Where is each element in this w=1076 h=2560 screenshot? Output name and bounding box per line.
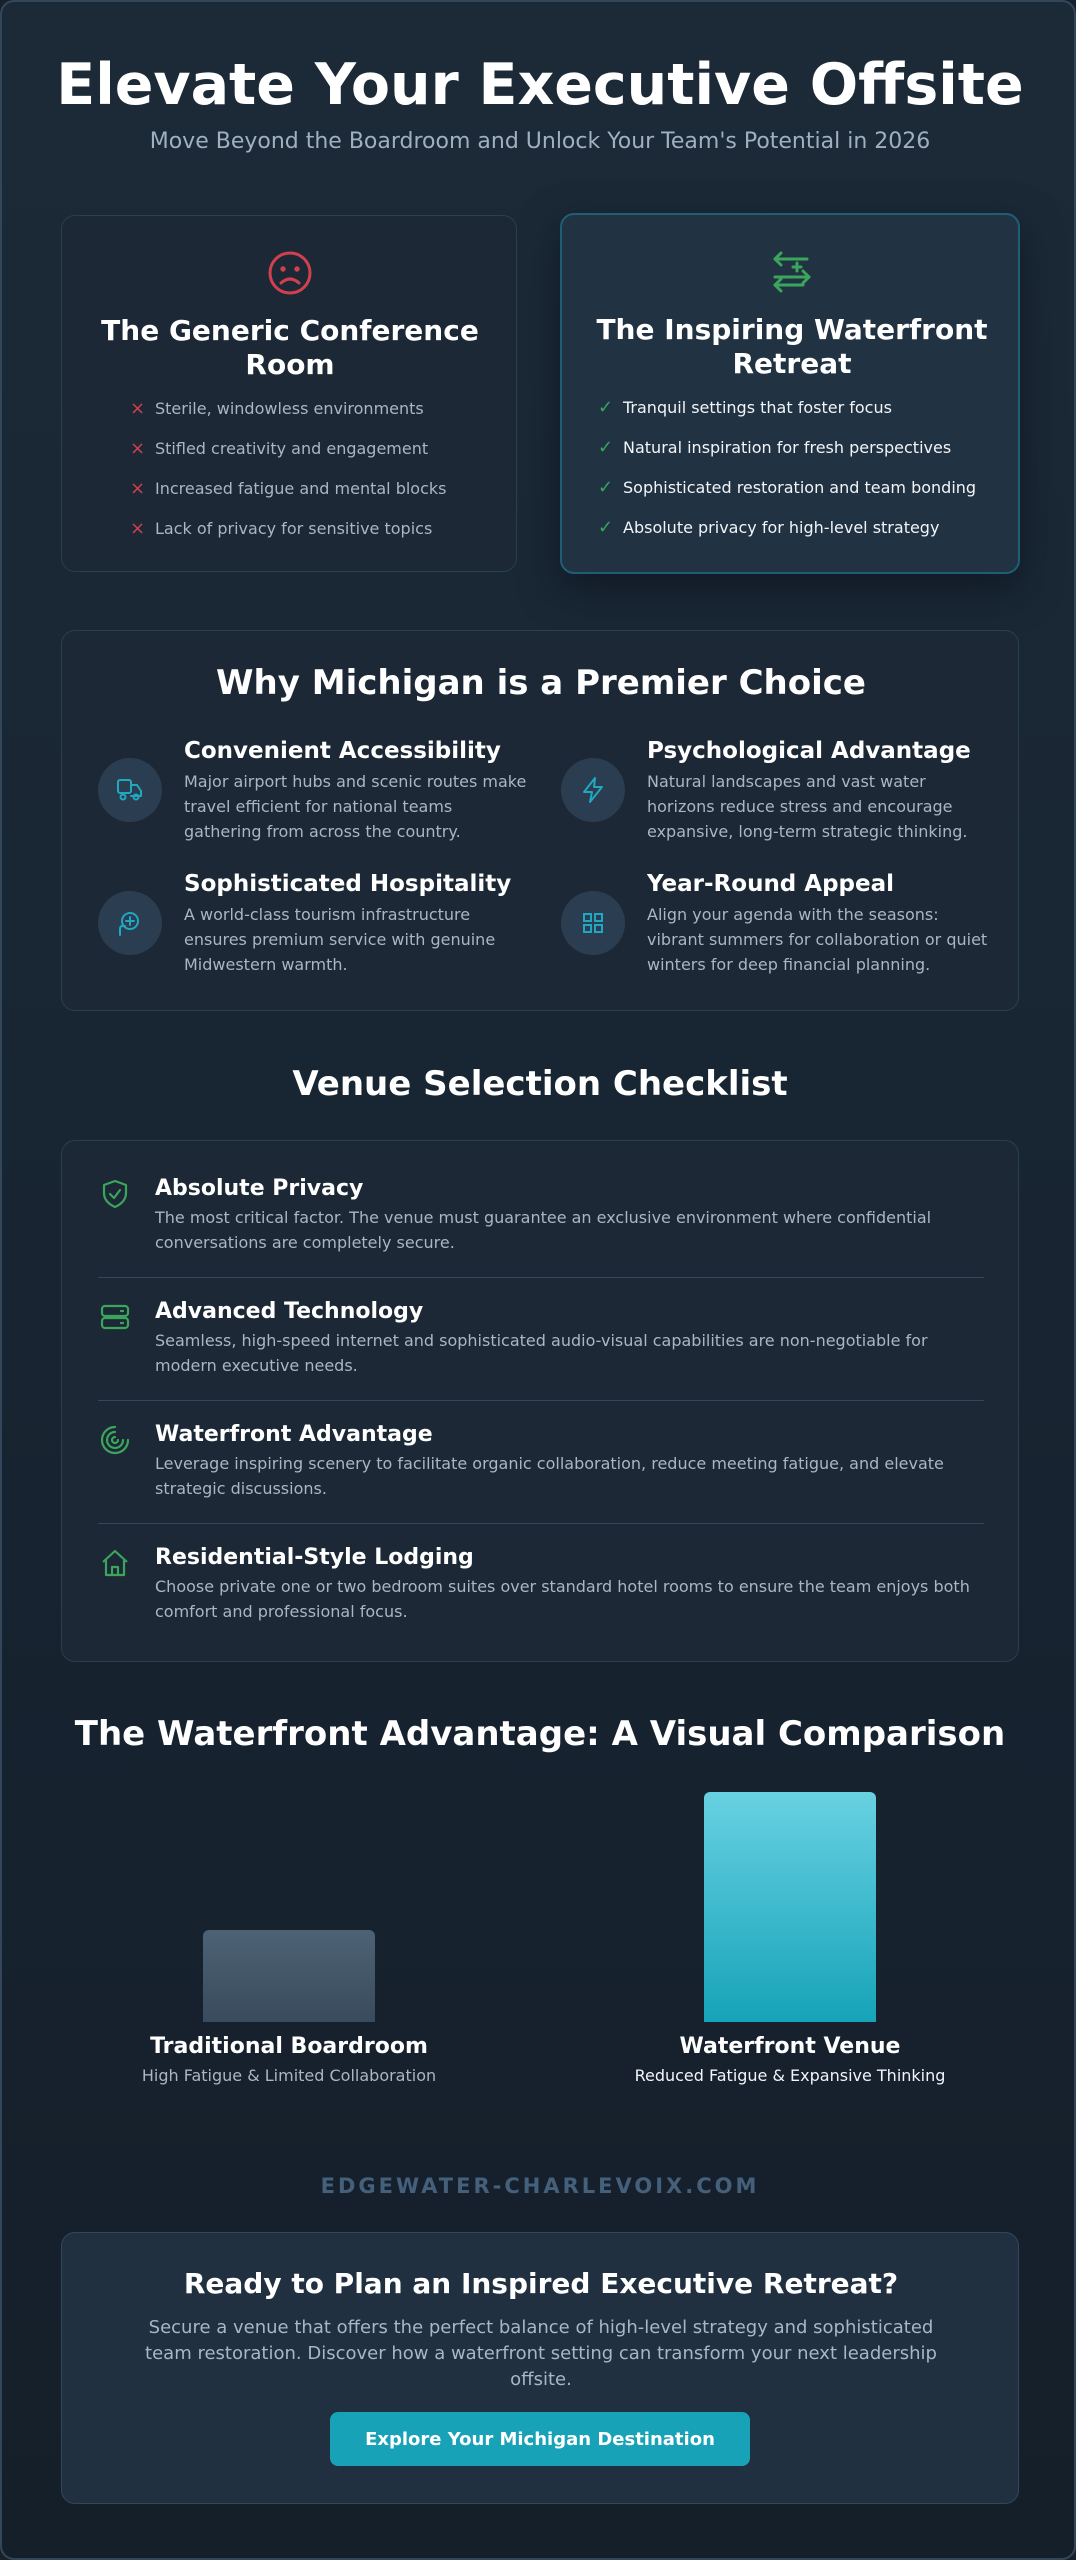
bar-label: Traditional Boardroom bbox=[150, 2034, 428, 2059]
divider bbox=[98, 1523, 984, 1524]
checklist-card bbox=[61, 1140, 1019, 1662]
feature-title: Sophisticated Hospitality bbox=[184, 871, 512, 897]
bar-label: Waterfront Venue bbox=[679, 2034, 901, 2059]
checklist-item-desc: Leverage inspiring scenery to facilitate organic collaboration, reduce meeting fatigue, and elevate strategic discussions. bbox=[155, 1454, 944, 1498]
bar-sublabel: Reduced Fatigue & Expansive Thinking bbox=[634, 2066, 946, 2085]
list-item: × Sterile, windowless environments bbox=[130, 397, 424, 419]
waterfront-retreat-card bbox=[560, 213, 1020, 574]
generic-room-card bbox=[61, 215, 517, 572]
x-mark-icon: × bbox=[130, 437, 146, 459]
bar-sublabel: High Fatigue & Limited Collaboration bbox=[141, 2066, 437, 2085]
list-item: ✓ Sophisticated restoration and team bonding bbox=[598, 476, 977, 498]
wave-icon bbox=[99, 1424, 131, 1456]
grid-icon bbox=[561, 891, 625, 955]
feature-title: Year-Round Appeal bbox=[647, 871, 895, 897]
waterfront-card-title: The Inspiring Waterfront Retreat bbox=[596, 313, 988, 380]
traditional-boardroom-bar bbox=[203, 1930, 375, 2022]
checklist-item-desc: Choose private one or two bedroom suites over standard hotel rooms to ensure the team enjoys both comfort and professional focus. bbox=[155, 1577, 970, 1621]
check-mark-icon: ✓ bbox=[598, 476, 614, 498]
x-mark-icon: × bbox=[130, 477, 146, 499]
visual-section-title: The Waterfront Advantage: A Visual Comparison bbox=[74, 1714, 1006, 1754]
checklist-item-desc: The most critical factor. The venue must guarantee an exclusive environment where confidential conversations are completely secure. bbox=[155, 1208, 932, 1252]
transport-icon bbox=[98, 758, 162, 822]
list-item: ✓ Natural inspiration for fresh perspectives bbox=[598, 436, 952, 458]
x-mark-icon: × bbox=[130, 397, 146, 419]
checklist-item-title: Advanced Technology bbox=[155, 1299, 424, 1324]
explore-destination-button[interactable]: Explore Your Michigan Destination bbox=[330, 2412, 750, 2466]
cta-text: Secure a venue that offers the perfect balance of high-level strategy and sophisticated team restoration. Discover how a waterfront setting can transform your next leadership offsite. bbox=[145, 2317, 937, 2390]
server-icon bbox=[99, 1301, 131, 1333]
divider bbox=[98, 1400, 984, 1401]
frown-face-icon bbox=[267, 250, 313, 296]
cta-card bbox=[61, 2232, 1019, 2504]
feature-desc: Natural landscapes and vast water horizons reduce stress and encourage expansive, long-term strategic thinking. bbox=[647, 772, 968, 841]
lightning-icon bbox=[561, 758, 625, 822]
visual-bar-area bbox=[2, 1782, 1076, 2022]
why-section-title: Why Michigan is a Premier Choice bbox=[216, 663, 866, 703]
check-mark-icon: ✓ bbox=[598, 396, 614, 418]
waterfront-venue-bar bbox=[704, 1792, 876, 2022]
brand-domain: EDGEWATER-CHARLEVOIX.COM bbox=[320, 2174, 760, 2198]
feature-title: Convenient Accessibility bbox=[184, 738, 501, 764]
x-mark-icon: × bbox=[130, 517, 146, 539]
feature-title: Psychological Advantage bbox=[647, 738, 971, 764]
generic-list bbox=[130, 388, 510, 548]
divider bbox=[98, 1277, 984, 1278]
list-item: × Stifled creativity and engagement bbox=[130, 437, 429, 459]
home-icon bbox=[99, 1547, 131, 1579]
checklist-item-title: Residential-Style Lodging bbox=[155, 1545, 474, 1570]
hospitality-icon bbox=[98, 891, 162, 955]
checklist-item-title: Waterfront Advantage bbox=[155, 1422, 433, 1447]
checklist-item-title: Absolute Privacy bbox=[155, 1176, 364, 1201]
checklist-item-desc: Seamless, high-speed internet and sophisticated audio-visual capabilities are non-negotiable for modern executive needs. bbox=[155, 1331, 928, 1375]
generic-card-title: The Generic Conference Room bbox=[101, 314, 479, 381]
list-item: × Lack of privacy for sensitive topics bbox=[130, 517, 433, 539]
feature-desc: Major airport hubs and scenic routes make travel efficient for national teams gathering from across the country. bbox=[184, 772, 527, 841]
feature-desc: Align your agenda with the seasons: vibrant summers for collaboration or quiet winters for deep financial planning. bbox=[647, 905, 988, 974]
page-subtitle: Move Beyond the Boardroom and Unlock Your Team's Potential in 2026 bbox=[149, 129, 931, 154]
why-michigan-card bbox=[61, 630, 1019, 1011]
cta-title: Ready to Plan an Inspired Executive Retreat? bbox=[183, 2267, 899, 2300]
feature-desc: A world-class tourism infrastructure ensures premium service with genuine Midwestern warmth. bbox=[184, 905, 496, 974]
check-mark-icon: ✓ bbox=[598, 436, 614, 458]
shield-check-icon bbox=[99, 1178, 131, 1210]
list-item: ✓ Absolute privacy for high-level strategy bbox=[598, 516, 940, 538]
checklist-section-title: Venue Selection Checklist bbox=[292, 1064, 788, 1104]
list-item: × Increased fatigue and mental blocks bbox=[130, 477, 447, 499]
arrows-exchange-icon bbox=[767, 249, 817, 297]
list-item: ✓ Tranquil settings that foster focus bbox=[598, 396, 892, 418]
check-mark-icon: ✓ bbox=[598, 516, 614, 538]
waterfront-list bbox=[598, 387, 998, 547]
page-title: Elevate Your Executive Offsite bbox=[56, 52, 1024, 118]
